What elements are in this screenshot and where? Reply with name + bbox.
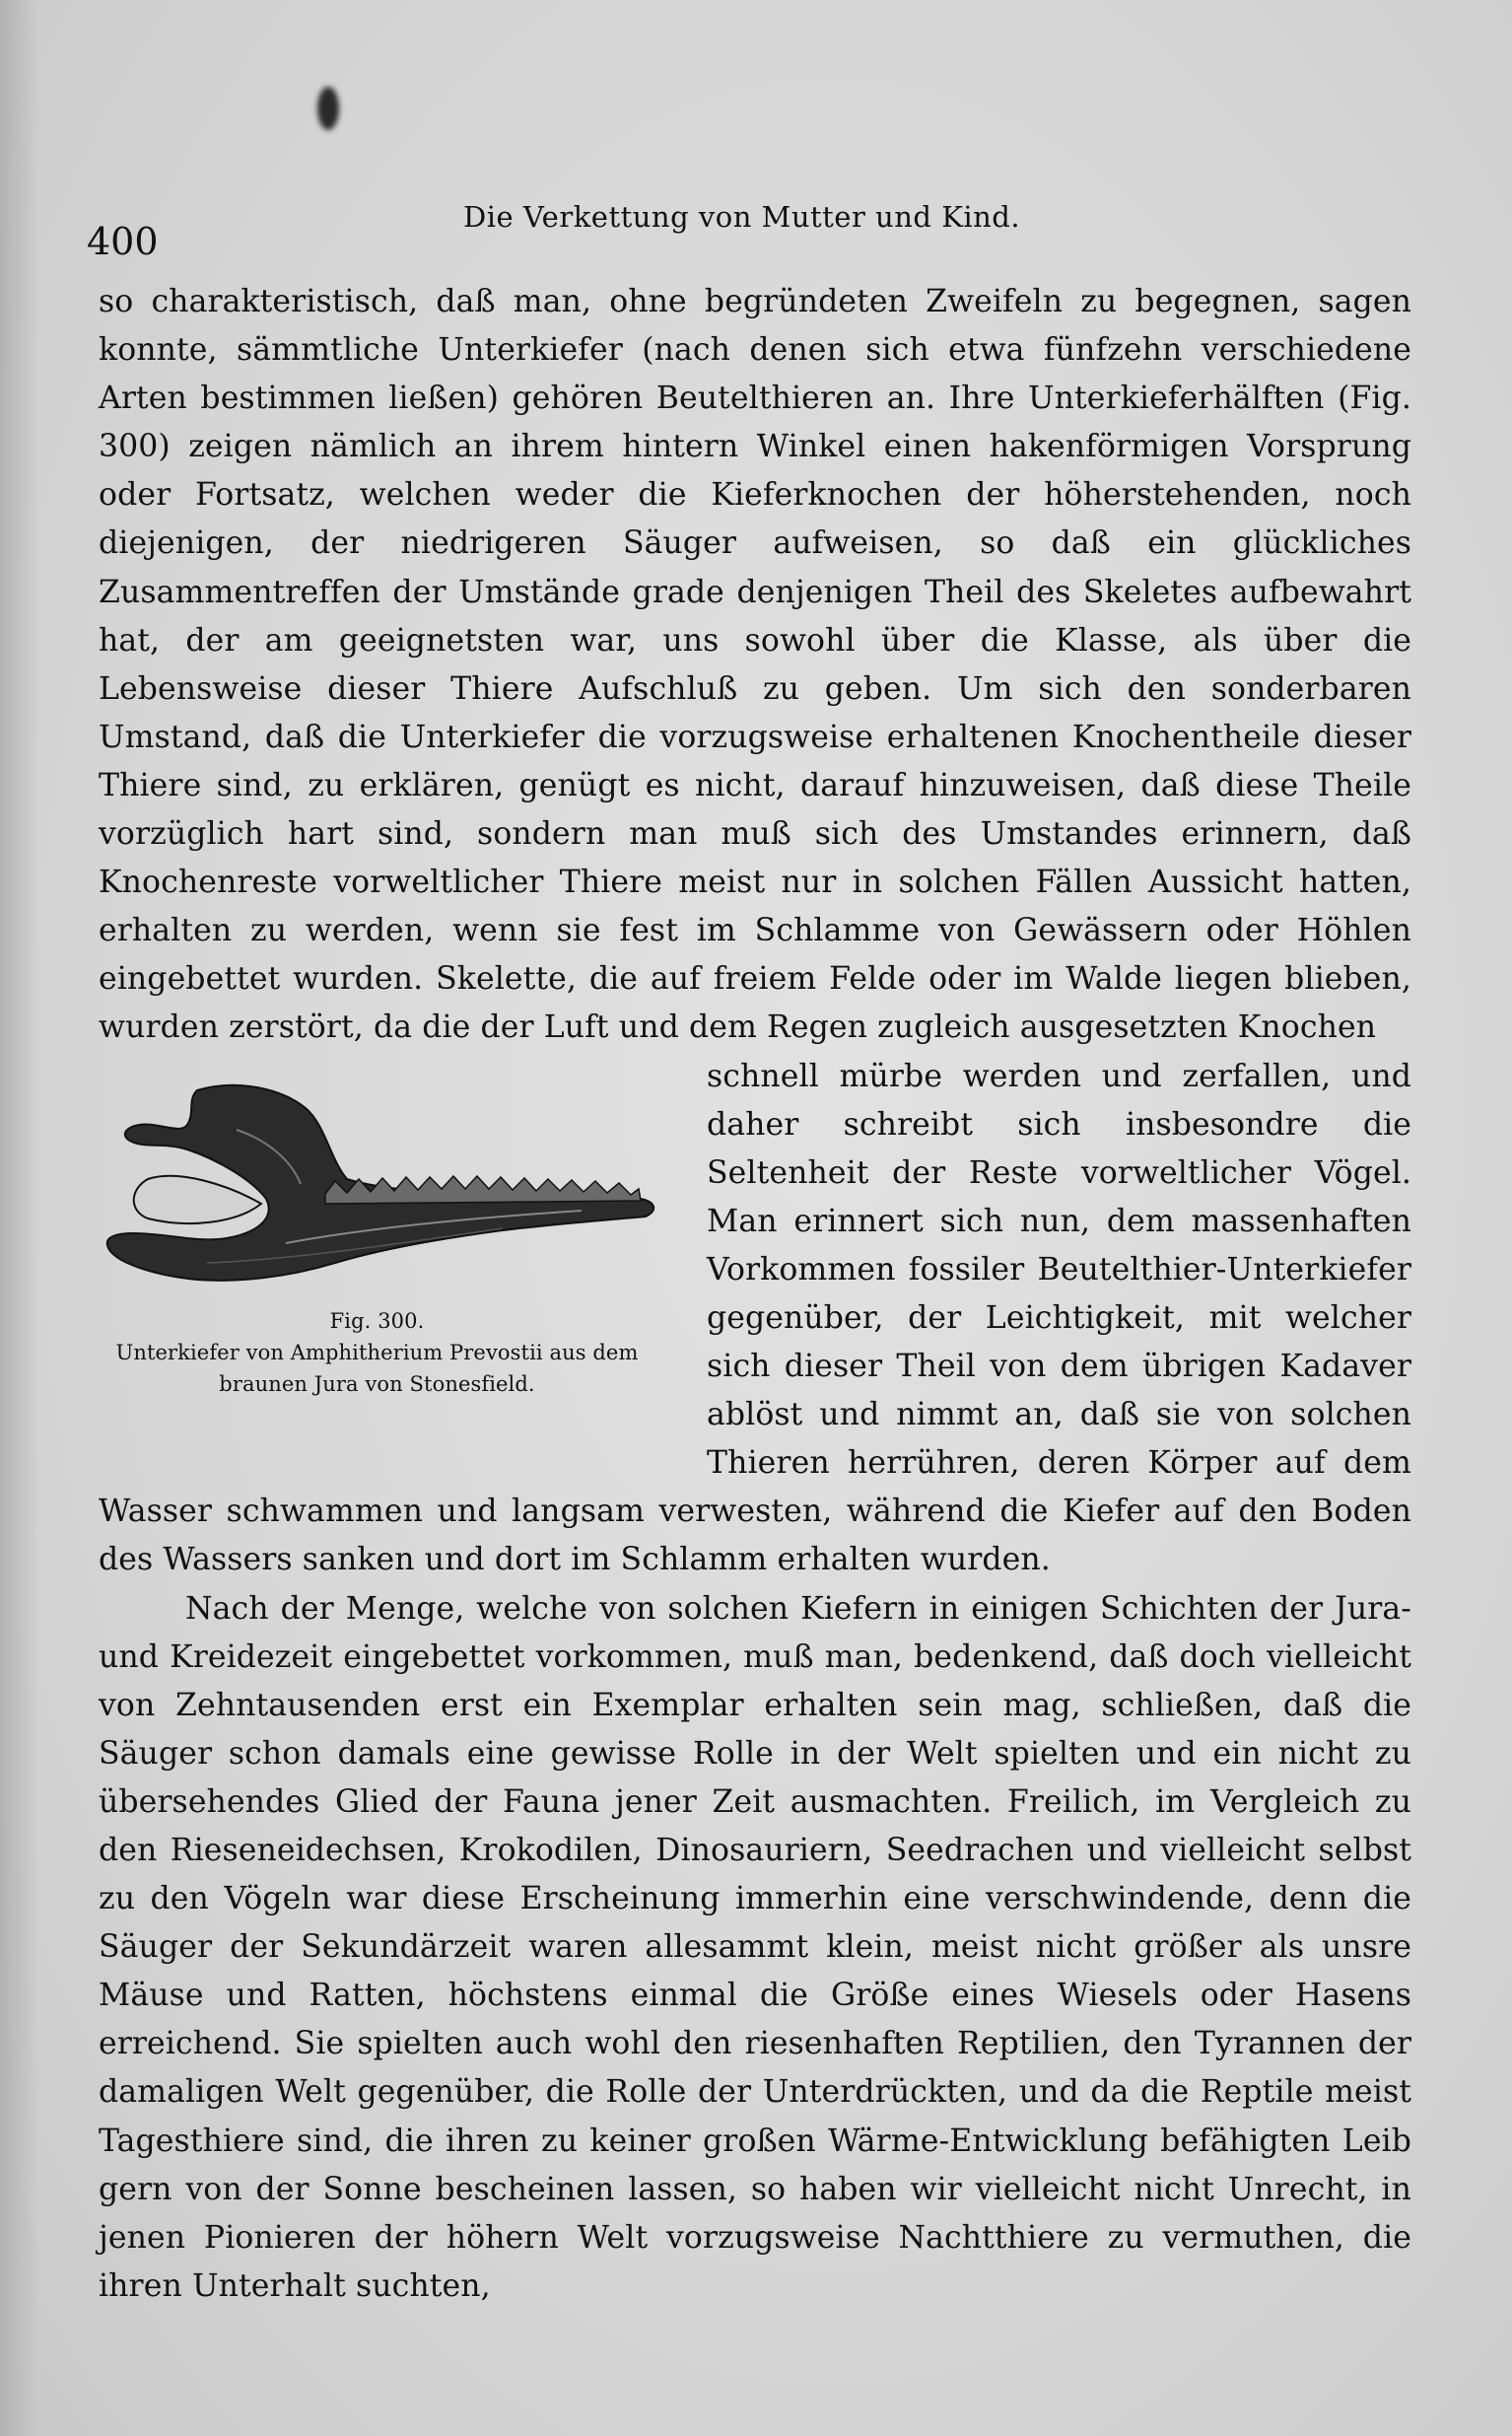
running-title: Die Verkettung von Mutter und Kind. — [463, 200, 1021, 234]
figure-300 — [89, 1053, 665, 1488]
paragraph-1: so charakteristisch, daß man, ohne begründeten Zweifeln zu begegnen, sagen konnte, sämmtliche Unterkiefer (nach denen sich etwa fünfzehn verschiedene Arten bestimmen ließen) gehören Beutelthieren an. Ihre Unterkieferhälften (Fig. 300) zeigen nämlich an ihrem hintern Winkel einen hakenförmigen Vorsprung oder Fortsatz, welchen weder die Kieferknochen der höherstehenden, noch diejenigen, der niedrigeren Säuger aufweisen, so daß ein glückliches Zusammentreffen der Umstände grade denjenigen Theil des Skeletes aufbewahrt hat, der am geeignetsten war, uns sowohl über die Klasse, als über die Lebensweise dieser Thiere Aufschluß zu geben. Um sich den sonderbaren Umstand, daß die Unterkiefer die vorzugsweise erhaltenen Knochentheile dieser Thiere sind, zu erklären, genügt es nicht, darauf hinzuweisen, daß diese Theile vorzüglich hart sind, sondern man muß sich des Umstandes erinnern, daß Knochenreste vorweltlicher Thiere meist nur in solchen Fällen Aussicht hatten, erhalten zu werden, wenn sie fest im Schlamme von Gewässern oder Höhlen eingebettet wurden. Skelette, die auf freiem Felde oder im Walde liegen blieben, wurden zerstört, da die der Luft und dem Regen zugleich ausgesetzten Knochen — [99, 284, 1411, 1046]
body-text — [99, 278, 1411, 2311]
ink-smudge — [317, 87, 339, 130]
paragraph-3: Nach der Menge, welche von solchen Kiefern in einigen Schichten der Jura- und Kreidezeit eingebettet vorkommen, muß man, bedenkend, daß doch vielleicht von Zehntausenden erst ein Exemplar erhalten sein mag, schließen, daß die Säuger schon damals eine gewisse Rolle in der Welt spielten und ein nicht zu übersehendes Glied der Fauna jener Zeit ausmachten. Freilich, im Vergleich zu den Rieseneidechsen, Krokodilen, Dinosauriern, Seedrachen und vielleicht selbst zu den Vögeln war diese Erscheinung immerhin eine verschwindende, denn die Säuger der Sekundärzeit waren allesammt klein, meist nicht größer als unsre Mäuse und Ratten, höchstens einmal die Größe eines Wiesels oder Hasens erreichend. Sie spielten auch wohl den riesenhaften Reptilien, den Tyrannen der damaligen Welt gegenüber, die Rolle der Unterdrückten, und da die Reptile meist Tagesthiere sind, die ihren zu keiner großen Wärme-Entwicklung befähigten Leib gern von der Sonne bescheinen lassen, so haben wir vielleicht nicht Unrecht, in jenen Pionieren der höhern Welt vorzugsweise Nachtthiere zu vermuthen, die ihren Unterhalt suchten, — [99, 1590, 1411, 2304]
page-number: 400 — [87, 220, 159, 263]
page-gutter-shadow — [0, 0, 39, 2436]
paragraph-2: schnell mürbe werden und zerfallen, und daher schreibt sich insbesondre die Seltenheit der Reste vorweltlicher Vögel. Man erinnert sich nun, dem massenhaften Vorkommen fossiler Beutelthier-Unterkiefer gegenüber, der Leichtigkeit, mit welcher sich dieser Theil von dem übrigen Kadaver ablöst und nimmt an, daß sie von solchen Thieren herrühren, deren Körper auf dem Wasser schwammen und langsam verwesten, während die Kiefer auf den Boden des Wassers sanken und dort im Schlamm erhalten wurden. — [99, 1058, 1411, 1578]
fossil-jaw-illustration — [89, 1071, 665, 1302]
figure-label: Fig. 300. — [329, 1308, 425, 1333]
figure-caption: Unterkiefer von Amphitherium Prevostii aus dem braunen Jura von Stonesfield. — [115, 1340, 639, 1396]
